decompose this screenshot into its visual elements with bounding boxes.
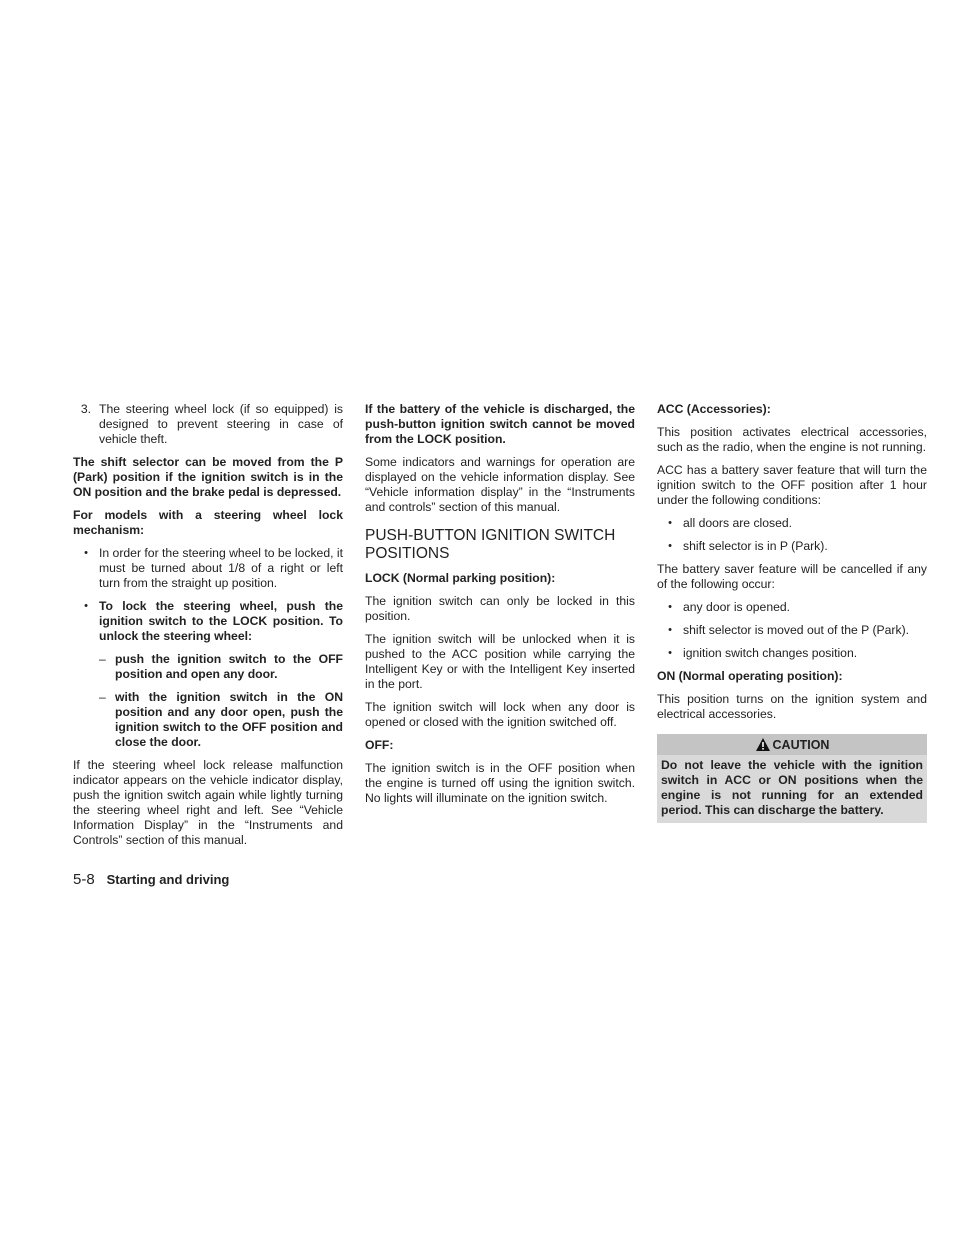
cancel-paragraph: The battery saver feature will be cancelled if any of the following occur: [657, 562, 927, 591]
sub-item-text: with the ignition switch in the ON position and any door open, push the ignition switch to the OFF position and close the door. [115, 690, 343, 749]
warning-triangle-icon [755, 737, 771, 752]
acc-paragraph: ACC has a battery saver feature that will turn the ignition switch to the OFF position after 1 hour under the following conditions: [657, 463, 927, 507]
bullet-icon: • [668, 601, 672, 613]
list-item [657, 623, 927, 638]
list-item [657, 539, 927, 554]
page-footer [73, 871, 229, 888]
item-number: 3. [80, 402, 92, 416]
bullet-icon: • [668, 647, 672, 659]
middle-column [365, 402, 635, 814]
malfunction-paragraph: If the steering wheel lock release malfunction indicator appears on the vehicle indicator display, push the ignition switch again while lightly turning the steering wheel right and left. See “Vehicle Information Display” in the “Instruments and Controls” section of this manual. [73, 758, 343, 847]
off-paragraph: The ignition switch is in the OFF position when the engine is turned off using the ignition switch. No lights will illuminate on the ignition switch. [365, 761, 635, 805]
left-column [73, 402, 343, 856]
sub-list-item [99, 690, 343, 750]
lock-paragraph: The ignition switch will lock when any door is opened or closed with the ignition switched off. [365, 700, 635, 729]
steering-lock-models-heading: For models with a steering wheel lock mechanism: [73, 508, 343, 537]
battery-discharge-note: If the battery of the vehicle is discharged, the push-button ignition switch cannot be moved from the LOCK position. [365, 402, 635, 446]
numbered-item-3 [73, 402, 343, 447]
lock-paragraph: The ignition switch will be unlocked when it is pushed to the ACC position while carrying the Intelligent Key or with the Intelligent Key inserted in the port. [365, 632, 635, 691]
bullet-icon: • [668, 540, 672, 552]
bullet-icon: • [84, 547, 88, 559]
caution-label: CAUTION [772, 738, 830, 752]
list-item [657, 646, 927, 661]
on-heading: ON (Normal operating position): [657, 669, 843, 683]
dash-icon: – [99, 652, 106, 666]
bullet-icon: • [84, 600, 88, 612]
section-name: Starting and driving [106, 872, 230, 887]
section-title: PUSH-BUTTON IGNITION SWITCH POSITIONS [365, 527, 616, 562]
bullet-text: To lock the steering wheel, push the ignition switch to the LOCK position. To unlock the steering wheel: [99, 599, 343, 643]
caution-text: Do not leave the vehicle with the ignition switch in ACC or ON positions when the engine is not running for an extended period. This can discharge the battery. [657, 755, 927, 823]
dash-icon: – [99, 690, 106, 704]
shift-selector-note: The shift selector can be moved from the P (Park) position if the ignition switch is in the ON position and the brake pedal is depressed. [73, 455, 343, 499]
bullet-icon: • [668, 624, 672, 636]
page-number: 5-8 [73, 871, 95, 888]
indicators-paragraph: Some indicators and warnings for operation are displayed on the vehicle information display. See “Vehicle information display” in the “Instruments and controls” section of this manual. [365, 455, 635, 514]
lock-paragraph: The ignition switch can only be locked in this position. [365, 594, 635, 623]
list-item [657, 600, 927, 615]
sub-list-item [99, 652, 343, 682]
caution-header [657, 734, 927, 755]
off-heading: OFF: [365, 738, 394, 752]
acc-heading: ACC (Accessories): [657, 402, 771, 416]
bullet-icon: • [668, 517, 672, 529]
caution-box [657, 734, 927, 823]
list-item [73, 546, 343, 591]
lock-heading: LOCK (Normal parking position): [365, 571, 556, 585]
bullet-text: shift selector is moved out of the P (Park). [683, 623, 910, 637]
bullet-text: In order for the steering wheel to be locked, it must be turned about 1/8 of a right or left turn from the straight up position. [99, 546, 343, 590]
sub-item-text: push the ignition switch to the OFF position and open any door. [115, 652, 343, 681]
bullet-text: all doors are closed. [683, 516, 793, 530]
list-item [73, 599, 343, 644]
right-column [657, 402, 927, 823]
acc-paragraph: This position activates electrical accessories, such as the radio, when the engine is not running. [657, 425, 927, 454]
on-paragraph: This position turns on the ignition system and electrical accessories. [657, 692, 927, 721]
bullet-text: shift selector is in P (Park). [683, 539, 828, 553]
bullet-text: any door is opened. [683, 600, 791, 614]
bullet-text: ignition switch changes position. [683, 646, 858, 660]
list-item [657, 516, 927, 531]
item-text: The steering wheel lock (if so equipped) is designed to prevent steering in case of vehicle theft. [99, 402, 343, 446]
